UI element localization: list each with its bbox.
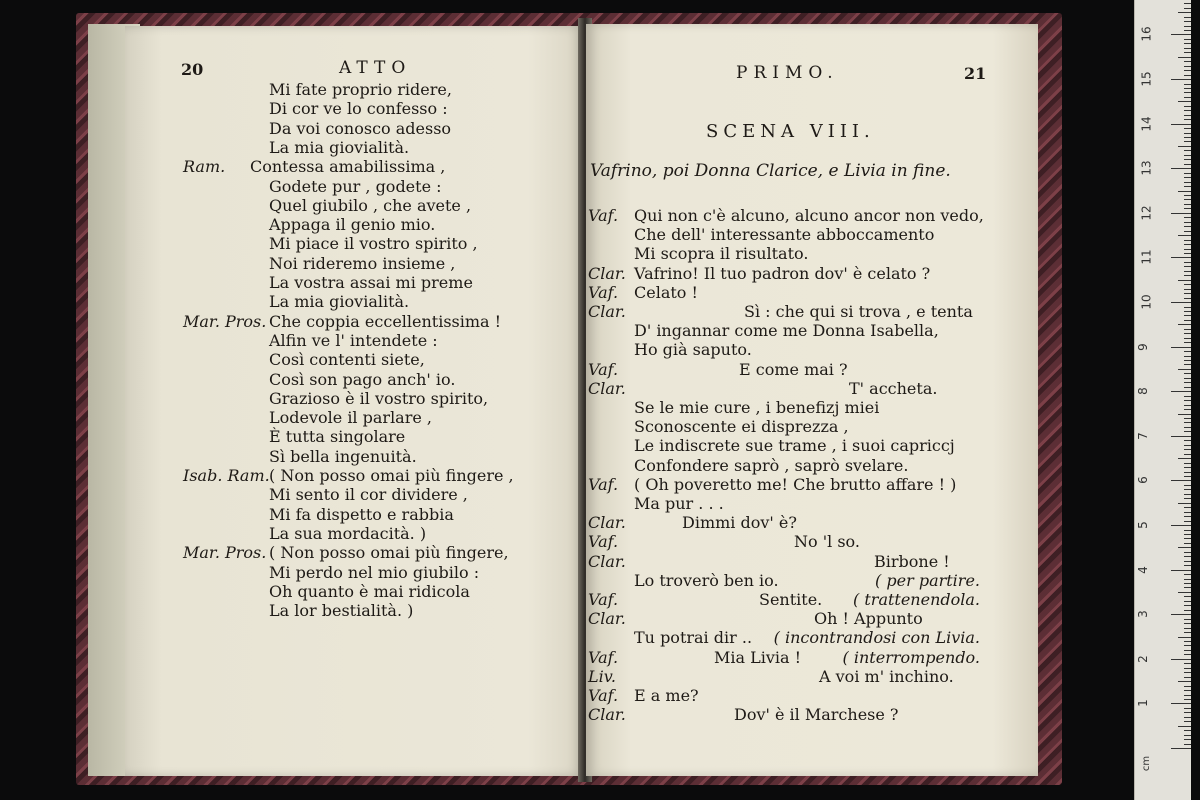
ruler-tick (1184, 315, 1191, 316)
verse-line: Oh ! Appunto (814, 609, 923, 628)
ruler-tick (1184, 650, 1191, 651)
verse-line: La lor bestialità. ) (269, 601, 414, 620)
verse-line: Mia Livia ! (714, 648, 802, 667)
ruler-tick (1184, 133, 1191, 134)
ruler-number: 7 (1135, 431, 1150, 440)
ruler-tick (1178, 101, 1191, 102)
ruler-tick (1184, 556, 1191, 557)
verse-line: Godete pur , godete : (269, 177, 442, 196)
verse-line: Le indiscrete sue trame , i suoi capriccj (634, 436, 955, 455)
ruler-number: 8 (1135, 387, 1150, 396)
ruler-tick (1184, 730, 1191, 731)
verse-line: Qui non c'è alcuno, alcuno ancor non vedo, (634, 206, 984, 225)
ruler-tick (1184, 275, 1191, 276)
ruler-tick (1184, 342, 1191, 343)
ruler-tick (1184, 405, 1191, 406)
ruler-tick (1184, 115, 1191, 116)
ruler-tick (1184, 262, 1191, 263)
ruler-number: 6 (1135, 476, 1150, 485)
ruler-tick (1184, 307, 1191, 308)
ruler-number: 11 (1139, 249, 1154, 266)
ruler-tick (1178, 592, 1191, 593)
ruler-tick (1184, 8, 1191, 9)
ruler-tick (1184, 427, 1191, 428)
ruler-tick (1184, 360, 1191, 361)
verse-line: Sì bella ingenuità. (269, 447, 417, 466)
ruler-number: 10 (1139, 294, 1154, 310)
ruler-tick (1184, 373, 1191, 374)
ruler-tick (1184, 445, 1191, 446)
verse-line: A voi m' inchino. (819, 667, 954, 686)
verse-line: D' ingannar come me Donna Isabella, (634, 321, 939, 340)
verse-line: Celato ! (634, 283, 698, 302)
verse-line: Lodevole il parlare , (269, 408, 433, 427)
ruler-tick (1184, 431, 1191, 432)
speaker-label: Isab. Ram. (183, 466, 270, 485)
ruler-tick (1184, 699, 1191, 700)
ruler-tick (1184, 253, 1191, 254)
verse-line: Sconoscente ei disprezza , (634, 417, 849, 436)
stage-direction: Vafrino, poi Donna Clarice, e Livia in fine. (590, 161, 951, 181)
ruler-tick (1184, 628, 1191, 629)
speaker-label: Vaf. (588, 283, 619, 302)
ruler-number: 15 (1139, 71, 1154, 87)
ruler-tick (1178, 681, 1191, 682)
speaker-label: Vaf. (588, 648, 619, 667)
ruler-tick (1184, 538, 1191, 539)
ruler-tick (1184, 199, 1191, 200)
ruler-tick (1184, 605, 1191, 606)
ruler-tick (1184, 3, 1191, 4)
ruler-tick (1184, 289, 1191, 290)
ruler-tick (1184, 106, 1191, 107)
ruler-tick (1178, 503, 1191, 504)
right-page (586, 24, 1038, 776)
ruler-tick (1178, 146, 1191, 147)
verse-line: Lo troverò ben io. (634, 571, 779, 590)
ruler-tick (1184, 271, 1191, 272)
verse-line: Confondere saprò , saprò svelare. (634, 456, 909, 475)
verse-line: Da voi conosco adesso (269, 119, 452, 138)
speaker-label: Vaf. (588, 360, 619, 379)
ruler-tick (1184, 329, 1191, 330)
ruler-tick (1178, 637, 1191, 638)
verse-line: Mi piace il vostro spirito , (269, 234, 478, 253)
ruler-tick (1184, 516, 1191, 517)
page-number-right: 21 (964, 64, 987, 83)
running-head-right: PRIMO. (736, 63, 839, 83)
ruler-tick (1184, 449, 1191, 450)
ruler-tick (1171, 391, 1191, 392)
verse-line: Se le mie cure , i benefizj miei (634, 398, 880, 417)
ruler-tick (1184, 717, 1191, 718)
ruler-tick (1171, 480, 1191, 481)
verse-line: La sua mordacità. ) (269, 524, 427, 543)
ruler-tick (1184, 454, 1191, 455)
verse-line: Sì : che qui si trova , e tenta (744, 302, 973, 321)
ruler-tick (1184, 396, 1191, 397)
ruler-tick (1184, 48, 1191, 49)
ruler-tick (1184, 70, 1191, 71)
ruler-tick (1184, 619, 1191, 620)
verse-line: Dov' è il Marchese ? (734, 705, 899, 724)
ruler-tick (1178, 235, 1191, 236)
ruler-tick (1184, 177, 1191, 178)
ruler-tick (1171, 570, 1191, 571)
ruler-number: 16 (1139, 26, 1154, 43)
ruler-tick (1184, 485, 1191, 486)
ruler-tick (1178, 12, 1191, 13)
ruler-tick (1184, 382, 1191, 383)
verse-line: Appaga il genio mio. (269, 215, 436, 234)
ruler-tick (1184, 641, 1191, 642)
measuring-ruler (1134, 0, 1191, 800)
speaker-label: Clar. (588, 609, 626, 628)
ruler-tick (1184, 530, 1191, 531)
ruler-tick (1184, 521, 1191, 522)
ruler-tick (1184, 26, 1191, 27)
ruler-tick (1184, 128, 1191, 129)
ruler-tick (1184, 507, 1191, 508)
stage-aside: ( per partire. (875, 571, 980, 590)
verse-line: E come mai ? (739, 360, 848, 379)
ruler-tick (1184, 672, 1191, 673)
speaker-label: Clar. (588, 302, 626, 321)
ruler-tick (1184, 226, 1191, 227)
ruler-tick (1178, 280, 1191, 281)
ruler-tick (1184, 534, 1191, 535)
ruler-tick (1184, 222, 1191, 223)
ruler-tick (1184, 364, 1191, 365)
speaker-label: Clar. (588, 552, 626, 571)
ruler-tick (1184, 721, 1191, 722)
speaker-label: Vaf. (588, 206, 619, 225)
ruler-tick (1184, 240, 1191, 241)
ruler-tick (1184, 409, 1191, 410)
verse-line: Mi fa dispetto e rabbia (269, 505, 454, 524)
ruler-tick (1184, 97, 1191, 98)
ruler-tick (1184, 587, 1191, 588)
ruler-tick (1171, 436, 1191, 437)
ruler-tick (1184, 182, 1191, 183)
ruler-tick (1184, 311, 1191, 312)
ruler-tick (1171, 525, 1191, 526)
ruler-tick (1184, 141, 1191, 142)
ruler-tick (1184, 195, 1191, 196)
ruler-tick (1171, 213, 1191, 214)
ruler-tick (1184, 690, 1191, 691)
stage-aside: ( trattenendola. (853, 590, 980, 609)
verse-line: Dimmi dov' è? (682, 513, 797, 532)
speaker-label: Ram. (183, 157, 226, 176)
ruler-tick (1184, 186, 1191, 187)
ruler-number: 14 (1139, 115, 1154, 132)
ruler-number: 1 (1135, 699, 1150, 708)
ruler-tick (1171, 34, 1191, 35)
ruler-tick (1184, 249, 1191, 250)
ruler-tick (1184, 712, 1191, 713)
ruler-tick (1184, 378, 1191, 379)
ruler-tick (1184, 351, 1191, 352)
speaker-label: Vaf. (588, 532, 619, 551)
ruler-tick (1184, 39, 1191, 40)
ruler-tick (1184, 75, 1191, 76)
ruler-tick (1184, 266, 1191, 267)
speaker-label: Liv. (588, 667, 616, 686)
verse-line: Sentite. (759, 590, 823, 609)
speaker-label: Mar. Pros. (183, 312, 267, 331)
ruler-tick (1184, 744, 1191, 745)
ruler-tick (1184, 739, 1191, 740)
ruler-tick (1178, 324, 1191, 325)
verse-line: Mi fate proprio ridere, (269, 80, 452, 99)
ruler-tick (1184, 88, 1191, 89)
ruler-tick (1184, 164, 1191, 165)
ruler-tick (1184, 596, 1191, 597)
ruler-tick (1184, 498, 1191, 499)
verse-line: Mi scopra il risultato. (634, 244, 809, 263)
verse-line: ( Non posso omai più fingere, (269, 543, 509, 562)
verse-line: Noi rideremo insieme , (269, 254, 456, 273)
speaker-label: Vaf. (588, 590, 619, 609)
verse-line: Di cor ve lo confesso : (269, 99, 448, 118)
verse-line: Mi perdo nel mio giubilo : (269, 563, 480, 582)
ruler-tick (1184, 333, 1191, 334)
ruler-tick (1184, 543, 1191, 544)
ruler-tick (1178, 191, 1191, 192)
verse-line: ( Oh poveretto me! Che brutto affare ! ) (634, 475, 957, 494)
speaker-label: Clar. (588, 264, 626, 283)
ruler-tick (1184, 150, 1191, 151)
ruler-tick (1184, 663, 1191, 664)
ruler-tick (1184, 244, 1191, 245)
verse-line: Vafrino! Il tuo padron dov' è celato ? (634, 264, 931, 283)
verse-line: E a me? (634, 686, 699, 705)
ruler-tick (1184, 472, 1191, 473)
ruler-tick (1184, 668, 1191, 669)
verse-line: Birbone ! (874, 552, 950, 571)
ruler-tick (1184, 579, 1191, 580)
verse-line: Che dell' interessante abboccamento (634, 225, 935, 244)
ruler-tick (1184, 298, 1191, 299)
ruler-tick (1178, 369, 1191, 370)
ruler-tick (1184, 208, 1191, 209)
ruler-tick (1184, 583, 1191, 584)
ruler-tick (1184, 119, 1191, 120)
ruler-tick (1184, 686, 1191, 687)
verse-line: T' accheta. (849, 379, 938, 398)
ruler-number: 5 (1135, 521, 1150, 529)
stage-aside: ( interrompendo. (842, 648, 980, 667)
ruler-tick (1184, 231, 1191, 232)
speaker-label: Clar. (588, 379, 626, 398)
ruler-tick (1184, 565, 1191, 566)
ruler-tick (1171, 347, 1191, 348)
ruler-tick (1184, 677, 1191, 678)
ruler-tick (1184, 52, 1191, 53)
verse-line: È tutta singolare (269, 427, 406, 446)
ruler-tick (1184, 467, 1191, 468)
ruler-tick (1171, 659, 1191, 660)
ruler-tick (1178, 547, 1191, 548)
ruler-tick (1184, 561, 1191, 562)
ruler-tick (1184, 43, 1191, 44)
scene-title: SCENA VIII. (706, 121, 875, 142)
verse-line: Tu potrai dir .. (634, 628, 753, 647)
verse-line: La mia giovialità. (269, 138, 410, 157)
stage-aside: ( incontrandosi con Livia. (773, 628, 980, 647)
ruler-tick (1184, 552, 1191, 553)
ruler-tick (1184, 623, 1191, 624)
verse-line: Che coppia eccellentissima ! (269, 312, 502, 331)
ruler-number: 2 (1135, 654, 1150, 663)
ruler-tick (1184, 387, 1191, 388)
verse-line: No 'l so. (794, 532, 860, 551)
left-page (125, 26, 583, 776)
ruler-tick (1184, 293, 1191, 294)
ruler-tick (1184, 173, 1191, 174)
speaker-label: Clar. (588, 705, 626, 724)
ruler-tick (1184, 494, 1191, 495)
ruler-tick (1184, 356, 1191, 357)
ruler-tick (1184, 654, 1191, 655)
ruler-tick (1184, 476, 1191, 477)
ruler-unit: cm (1141, 755, 1153, 772)
speaker-label: Vaf. (588, 686, 619, 705)
ruler-tick (1184, 320, 1191, 321)
ruler-tick (1184, 110, 1191, 111)
ruler-tick (1178, 414, 1191, 415)
ruler-tick (1184, 66, 1191, 67)
verse-line: La vostra assai mi preme (269, 273, 473, 292)
ruler-tick (1184, 61, 1191, 62)
ruler-tick (1184, 440, 1191, 441)
ruler-number: 9 (1135, 342, 1150, 351)
ruler-tick (1184, 645, 1191, 646)
ruler-tick (1178, 458, 1191, 459)
ruler-number: 13 (1139, 160, 1154, 176)
ruler-tick (1184, 463, 1191, 464)
speaker-label: Mar. Pros. (183, 543, 267, 562)
verse-line: ( Non posso omai più fingere , (269, 466, 514, 485)
ruler-tick (1184, 21, 1191, 22)
ruler-tick (1171, 614, 1191, 615)
ruler-number: 4 (1135, 565, 1150, 574)
ruler-tick (1184, 422, 1191, 423)
ruler-number: 3 (1135, 610, 1150, 619)
ruler-number: 12 (1139, 205, 1154, 221)
ruler-tick (1184, 574, 1191, 575)
ruler-tick (1184, 284, 1191, 285)
page-number-left: 20 (181, 60, 204, 79)
ruler-tick (1184, 204, 1191, 205)
ruler-tick (1184, 610, 1191, 611)
ruler-tick (1184, 418, 1191, 419)
ruler-tick (1171, 748, 1191, 749)
ruler-tick (1184, 632, 1191, 633)
ruler-tick (1184, 338, 1191, 339)
ruler-tick (1184, 217, 1191, 218)
ruler-tick (1171, 703, 1191, 704)
ruler-tick (1171, 124, 1191, 125)
verse-line: Così son pago anch' io. (269, 370, 456, 389)
ruler-tick (1171, 168, 1191, 169)
ruler-tick (1184, 708, 1191, 709)
verse-line: La mia giovialità. (269, 292, 410, 311)
ruler-tick (1178, 57, 1191, 58)
ruler-tick (1184, 489, 1191, 490)
ruler-tick (1184, 84, 1191, 85)
ruler-tick (1171, 302, 1191, 303)
ruler-tick (1171, 79, 1191, 80)
ruler-tick (1184, 159, 1191, 160)
running-head-left: ATTO (339, 58, 412, 78)
verse-line: Così contenti siete, (269, 350, 425, 369)
verse-line: Ma pur . . . (634, 494, 724, 513)
verse-line: Alfin ve l' intendete : (269, 331, 438, 350)
ruler-tick (1184, 92, 1191, 93)
verse-line: Quel giubilo , che avete , (269, 196, 472, 215)
ruler-tick (1184, 30, 1191, 31)
ruler-tick (1184, 400, 1191, 401)
ruler-tick (1184, 155, 1191, 156)
ruler-tick (1184, 512, 1191, 513)
speaker-label: Vaf. (588, 475, 619, 494)
ruler-tick (1184, 17, 1191, 18)
ruler-tick (1171, 257, 1191, 258)
verse-line: Grazioso è il vostro spirito, (269, 389, 489, 408)
ruler-tick (1184, 735, 1191, 736)
ruler-tick (1184, 601, 1191, 602)
verse-line: Contessa amabilissima , (250, 157, 446, 176)
verse-line: Oh quanto è mai ridicola (269, 582, 470, 601)
ruler-tick (1184, 695, 1191, 696)
ruler-tick (1184, 137, 1191, 138)
speaker-label: Clar. (588, 513, 626, 532)
verse-line: Ho già saputo. (634, 340, 752, 359)
verse-line: Mi sento il cor dividere , (269, 485, 468, 504)
ruler-tick (1178, 726, 1191, 727)
